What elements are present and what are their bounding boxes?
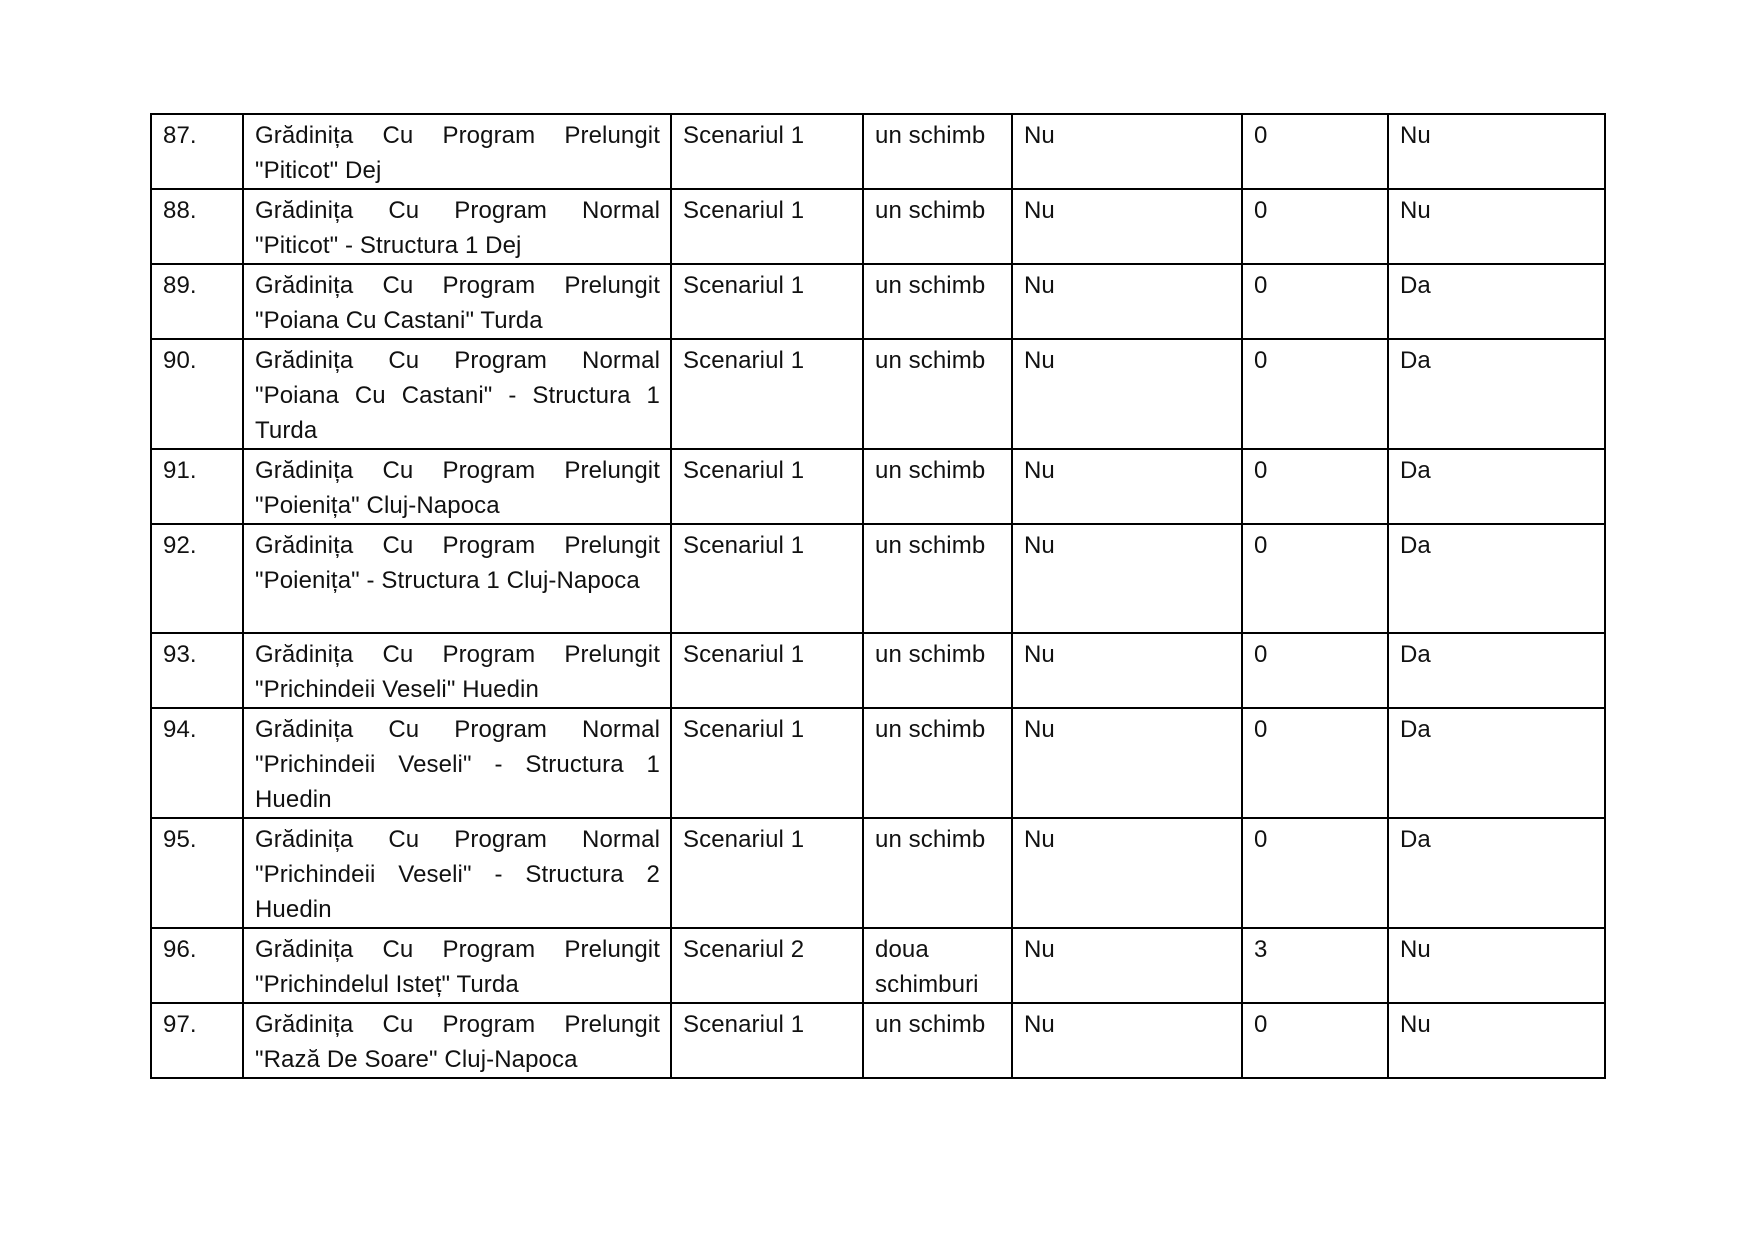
col7-cell	[1388, 1003, 1605, 1078]
col5-value: Nu	[1024, 122, 1055, 149]
shifts: un schimb	[875, 532, 986, 559]
table-row	[151, 818, 1605, 928]
scenario: Scenariul 1	[683, 347, 805, 374]
col6-value: 0	[1254, 1011, 1268, 1038]
row-number-cell	[151, 449, 243, 524]
institution-name-cell	[243, 928, 671, 1003]
row-number-cell	[151, 264, 243, 339]
table-row	[151, 339, 1605, 449]
scenario-cell	[671, 524, 863, 633]
col6-value: 0	[1254, 347, 1268, 374]
scenario: Scenariul 1	[683, 826, 805, 853]
col6-value: 3	[1254, 936, 1268, 963]
col7-cell	[1388, 928, 1605, 1003]
row-number: 88.	[163, 197, 197, 224]
row-number-cell	[151, 818, 243, 928]
scenario: Scenariul 1	[683, 716, 805, 743]
col7-value: Nu	[1400, 936, 1431, 963]
row-number-cell	[151, 339, 243, 449]
institution-name: Grădinița Cu Program Prelungit "Prichindelul Isteț" Turda	[255, 936, 660, 998]
col7-cell	[1388, 449, 1605, 524]
institution-name: Grădinița Cu Program Normal "Piticot" - Structura 1 Dej	[255, 197, 660, 259]
scenario-cell	[671, 189, 863, 264]
institution-name: Grădinița Cu Program Prelungit "Poiana Cu Castani" Turda	[255, 272, 660, 334]
table-row	[151, 114, 1605, 189]
institution-name: Grădinița Cu Program Normal "Prichindeii Veseli" - Structura 2 Huedin	[255, 826, 660, 923]
col6-value: 0	[1254, 197, 1268, 224]
col5-cell	[1012, 114, 1242, 189]
scenario-cell	[671, 114, 863, 189]
col6-cell	[1242, 928, 1388, 1003]
col6-cell	[1242, 264, 1388, 339]
col5-value: Nu	[1024, 532, 1055, 559]
institution-name-cell	[243, 818, 671, 928]
table-row	[151, 708, 1605, 818]
shifts-cell	[863, 708, 1012, 818]
row-number: 94.	[163, 716, 197, 743]
scenario: Scenariul 1	[683, 457, 805, 484]
col5-value: Nu	[1024, 347, 1055, 374]
institution-name-cell	[243, 633, 671, 708]
scenario: Scenariul 1	[683, 197, 805, 224]
institution-name: Grădinița Cu Program Prelungit "Prichindeii Veseli" Huedin	[255, 641, 660, 703]
shifts: doua schimburi	[875, 936, 979, 998]
col7-value: Da	[1400, 457, 1431, 484]
shifts-cell	[863, 633, 1012, 708]
kindergarten-table	[150, 113, 1606, 1079]
table-body	[151, 114, 1605, 1078]
scenario-cell	[671, 1003, 863, 1078]
row-number: 96.	[163, 936, 197, 963]
shifts: un schimb	[875, 826, 986, 853]
shifts-cell	[863, 818, 1012, 928]
institution-name: Grădinița Cu Program Prelungit "Poienița" - Structura 1 Cluj-Napoca	[255, 532, 660, 594]
col6-cell	[1242, 189, 1388, 264]
row-number-cell	[151, 633, 243, 708]
scenario: Scenariul 1	[683, 641, 805, 668]
shifts: un schimb	[875, 272, 986, 299]
col7-cell	[1388, 708, 1605, 818]
col6-value: 0	[1254, 716, 1268, 743]
institution-name: Grădinița Cu Program Normal "Prichindeii Veseli" - Structura 1 Huedin	[255, 716, 660, 813]
shifts: un schimb	[875, 122, 986, 149]
table-row	[151, 524, 1605, 633]
col6-value: 0	[1254, 272, 1268, 299]
shifts: un schimb	[875, 457, 986, 484]
row-number: 91.	[163, 457, 197, 484]
scenario: Scenariul 1	[683, 122, 805, 149]
col7-cell	[1388, 189, 1605, 264]
col5-cell	[1012, 449, 1242, 524]
shifts-cell	[863, 264, 1012, 339]
scenario-cell	[671, 449, 863, 524]
col5-cell	[1012, 928, 1242, 1003]
col7-value: Nu	[1400, 197, 1431, 224]
institution-name-cell	[243, 708, 671, 818]
row-number: 87.	[163, 122, 197, 149]
table-row	[151, 928, 1605, 1003]
shifts-cell	[863, 928, 1012, 1003]
col6-value: 0	[1254, 826, 1268, 853]
shifts-cell	[863, 1003, 1012, 1078]
institution-name: Grădinița Cu Program Normal "Poiana Cu Castani" - Structura 1 Turda	[255, 347, 660, 444]
shifts-cell	[863, 189, 1012, 264]
row-number-cell	[151, 928, 243, 1003]
col7-value: Da	[1400, 532, 1431, 559]
row-number: 92.	[163, 532, 197, 559]
col5-cell	[1012, 633, 1242, 708]
col5-cell	[1012, 1003, 1242, 1078]
row-number-cell	[151, 524, 243, 633]
scenario-cell	[671, 928, 863, 1003]
shifts: un schimb	[875, 347, 986, 374]
shifts-cell	[863, 339, 1012, 449]
scenario-cell	[671, 264, 863, 339]
col6-value: 0	[1254, 532, 1268, 559]
col7-cell	[1388, 818, 1605, 928]
institution-name-cell	[243, 114, 671, 189]
col7-value: Nu	[1400, 1011, 1431, 1038]
col5-cell	[1012, 708, 1242, 818]
row-number-cell	[151, 189, 243, 264]
row-number-cell	[151, 708, 243, 818]
col7-cell	[1388, 524, 1605, 633]
col7-cell	[1388, 339, 1605, 449]
col5-cell	[1012, 264, 1242, 339]
scenario: Scenariul 1	[683, 272, 805, 299]
institution-name-cell	[243, 264, 671, 339]
institution-name-cell	[243, 339, 671, 449]
col7-value: Nu	[1400, 122, 1431, 149]
shifts: un schimb	[875, 641, 986, 668]
table-row	[151, 1003, 1605, 1078]
col7-value: Da	[1400, 716, 1431, 743]
col6-cell	[1242, 524, 1388, 633]
col5-value: Nu	[1024, 716, 1055, 743]
shifts-cell	[863, 449, 1012, 524]
col6-cell	[1242, 339, 1388, 449]
row-number: 97.	[163, 1011, 197, 1038]
col6-cell	[1242, 708, 1388, 818]
institution-name-cell	[243, 524, 671, 633]
row-number: 90.	[163, 347, 197, 374]
row-number: 95.	[163, 826, 197, 853]
institution-name-cell	[243, 449, 671, 524]
col5-cell	[1012, 189, 1242, 264]
institution-name: Grădinița Cu Program Prelungit "Piticot" Dej	[255, 122, 660, 184]
table-row	[151, 264, 1605, 339]
table-row	[151, 633, 1605, 708]
row-number: 93.	[163, 641, 197, 668]
row-number-cell	[151, 1003, 243, 1078]
institution-name: Grădinița Cu Program Prelungit "Poienița" Cluj-Napoca	[255, 457, 660, 519]
scenario-cell	[671, 708, 863, 818]
col6-value: 0	[1254, 641, 1268, 668]
institution-name: Grădinița Cu Program Prelungit "Rază De Soare" Cluj-Napoca	[255, 1011, 660, 1073]
col5-value: Nu	[1024, 272, 1055, 299]
col7-cell	[1388, 264, 1605, 339]
scenario: Scenariul 1	[683, 1011, 805, 1038]
col7-value: Da	[1400, 641, 1431, 668]
row-number-cell	[151, 114, 243, 189]
col6-cell	[1242, 1003, 1388, 1078]
col7-value: Da	[1400, 272, 1431, 299]
col7-cell	[1388, 114, 1605, 189]
col7-value: Da	[1400, 347, 1431, 374]
col6-cell	[1242, 114, 1388, 189]
col6-cell	[1242, 818, 1388, 928]
shifts: un schimb	[875, 197, 986, 224]
col6-cell	[1242, 633, 1388, 708]
col5-value: Nu	[1024, 1011, 1055, 1038]
shifts-cell	[863, 524, 1012, 633]
row-number: 89.	[163, 272, 197, 299]
table-row	[151, 189, 1605, 264]
col5-value: Nu	[1024, 457, 1055, 484]
shifts: un schimb	[875, 716, 986, 743]
col5-value: Nu	[1024, 936, 1055, 963]
shifts-cell	[863, 114, 1012, 189]
col5-cell	[1012, 818, 1242, 928]
shifts: un schimb	[875, 1011, 986, 1038]
scenario-cell	[671, 339, 863, 449]
col7-cell	[1388, 633, 1605, 708]
col5-value: Nu	[1024, 826, 1055, 853]
scenario: Scenariul 2	[683, 936, 805, 963]
col5-cell	[1012, 524, 1242, 633]
col5-value: Nu	[1024, 197, 1055, 224]
institution-name-cell	[243, 189, 671, 264]
scenario: Scenariul 1	[683, 532, 805, 559]
scenario-cell	[671, 633, 863, 708]
col5-cell	[1012, 339, 1242, 449]
col7-value: Da	[1400, 826, 1431, 853]
col6-value: 0	[1254, 122, 1268, 149]
col6-value: 0	[1254, 457, 1268, 484]
table-row	[151, 449, 1605, 524]
scenario-cell	[671, 818, 863, 928]
institution-name-cell	[243, 1003, 671, 1078]
col5-value: Nu	[1024, 641, 1055, 668]
col6-cell	[1242, 449, 1388, 524]
